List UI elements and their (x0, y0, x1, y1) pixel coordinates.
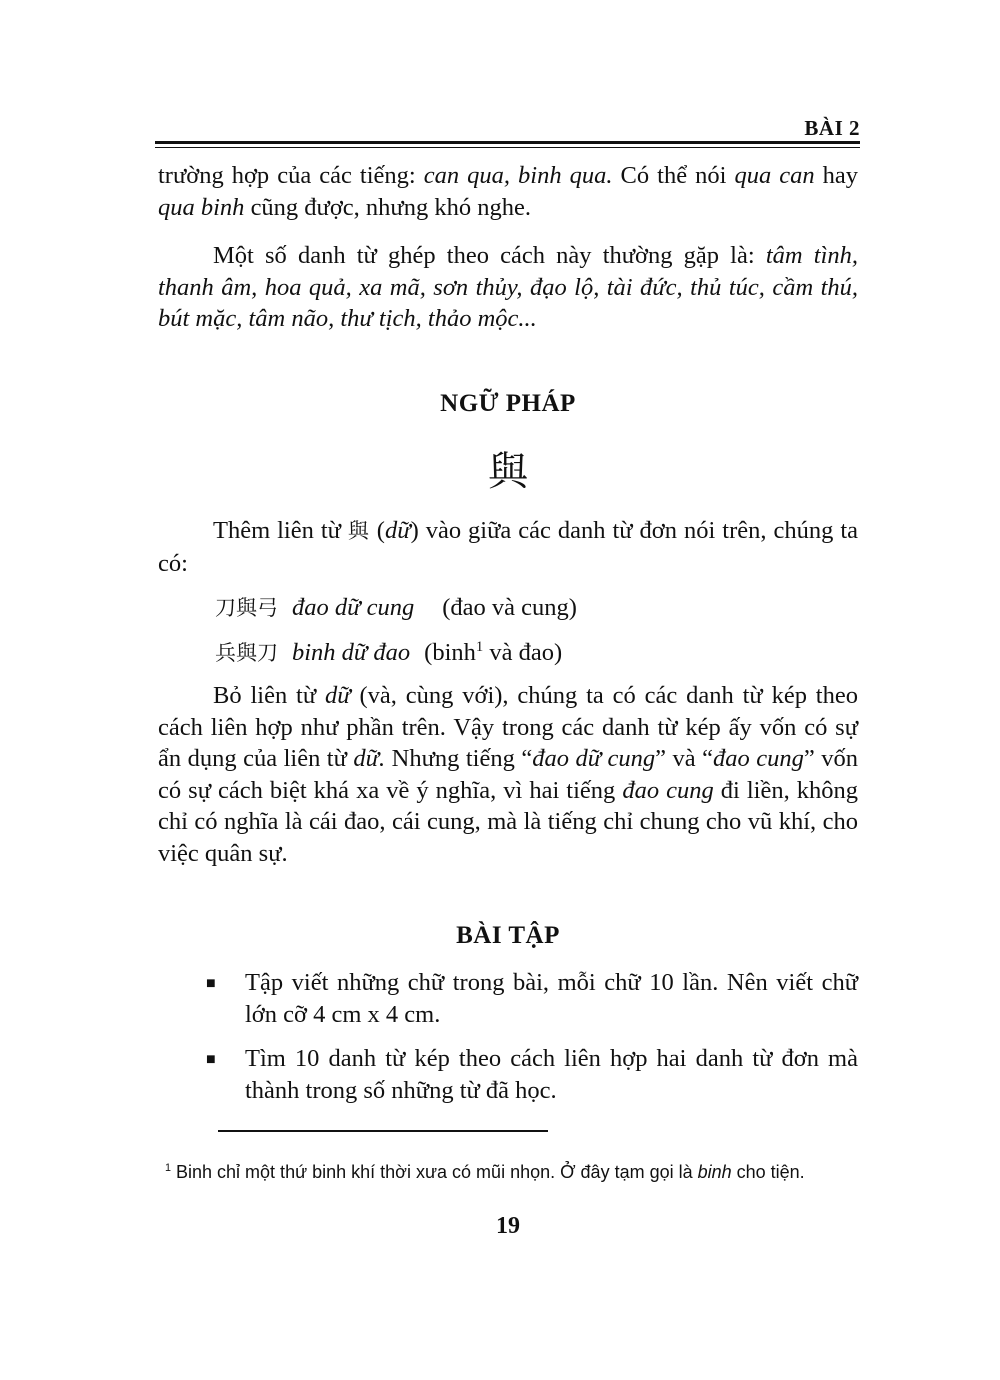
chinese-character-inline: 與 (347, 519, 370, 543)
chinese-character-large: 與 (488, 449, 528, 495)
exercise-item: Tập viết những chữ trong bài, mỗi chữ 10 lần. Nên viết chữ lớn cỡ 4 cm x 4 cm. (245, 969, 858, 1028)
italic-term: binh (697, 1162, 732, 1182)
example-line (215, 637, 562, 667)
italic-term: qua can (734, 162, 815, 189)
italic-term: qua binh (158, 193, 245, 221)
italic-term: can qua, binh qua. (423, 162, 613, 189)
italic-term: đao dữ cung (532, 745, 656, 772)
example-meaning: (binh (424, 639, 476, 666)
text-run: ) vào giữa các danh từ đơn nói trên, chúng ta có: (158, 517, 858, 577)
paragraph-conjunction (158, 515, 858, 579)
section-heading-grammar: NGỮ PHÁP (440, 390, 576, 417)
example-reading: đao dữ cung (292, 594, 415, 621)
italic-term: đao cung (622, 776, 714, 804)
bullet-icon: ■ (206, 975, 216, 992)
text-run: Có thể nói (612, 162, 735, 189)
text-run: trường hợp của các tiếng: (158, 162, 424, 189)
text-run: Bỏ liên từ (213, 682, 325, 709)
section-heading-exercises: BÀI TẬP (456, 922, 560, 949)
running-header: BÀI 2 (804, 116, 860, 140)
example-reading: binh dữ đao (292, 639, 411, 666)
paragraph-continued (158, 160, 858, 223)
text-run: đi liền, không chỉ có nghĩa là cái đao, cái cung, mà là tiếng chỉ chung cho vũ khí, cho việc quân sự. (158, 776, 858, 867)
footnote-ref: 1 (475, 638, 484, 655)
bullet-icon: ■ (206, 1051, 216, 1068)
page-number: 19 (496, 1213, 520, 1239)
text-run: (và, cùng với), chúng ta có các danh từ kép theo cách liên hợp như phần trên. Vậy trong các danh từ kép ấy vốn có sự ẩn dụng của liên từ (158, 682, 858, 772)
text-run: ( (369, 517, 385, 544)
example-hanzi: 兵與刀 (215, 641, 278, 665)
italic-term-list: tâm tình, thanh âm, hoa quả, xa mã, sơn thủy, đạo lộ, tài đức, thủ túc, cầm thú, bút mặc, tâm não, thư tịch, thảo mộc... (158, 242, 858, 332)
footnote-rule (218, 1130, 548, 1132)
text-run: cho tiện. (731, 1162, 805, 1182)
italic-term: dữ (384, 517, 411, 544)
text-run: Thêm liên từ (213, 517, 348, 544)
example-hanzi: 刀與弓 (215, 596, 278, 620)
italic-term: dữ (325, 682, 351, 709)
example-line (215, 592, 577, 622)
paragraph-compound-nouns (158, 240, 858, 335)
italic-term: dữ. (353, 745, 386, 772)
example-meaning: (đao và cung) (442, 594, 577, 621)
text-run: hay (814, 162, 858, 189)
example-meaning: và đao) (483, 639, 563, 666)
exercise-item: Tìm 10 danh từ kép theo cách liên hợp hai danh từ đơn mà thành trong số những từ đã học. (245, 1045, 858, 1104)
text-run: ” vốn có sự cách biệt khá xa về ý nghĩa, vì hai tiếng (158, 745, 859, 804)
footnote (165, 1158, 860, 1187)
header-rule-thin (155, 147, 860, 148)
text-run: Binh chỉ một thứ binh khí thời xưa có mũi nhọn. Ở đây tạm gọi là (171, 1162, 698, 1182)
header-rule (155, 141, 860, 144)
text-run: cũng được, nhưng khó nghe. (244, 193, 531, 221)
text-run: Nhưng tiếng “ (385, 745, 533, 772)
text-run: ” và “ (655, 745, 714, 772)
footnote-marker: 1 (165, 1162, 172, 1174)
italic-term: đao cung (713, 745, 804, 772)
text-run: Một số danh từ ghép theo cách này thường gặp là: (213, 242, 766, 269)
paragraph-explanation (158, 680, 858, 869)
